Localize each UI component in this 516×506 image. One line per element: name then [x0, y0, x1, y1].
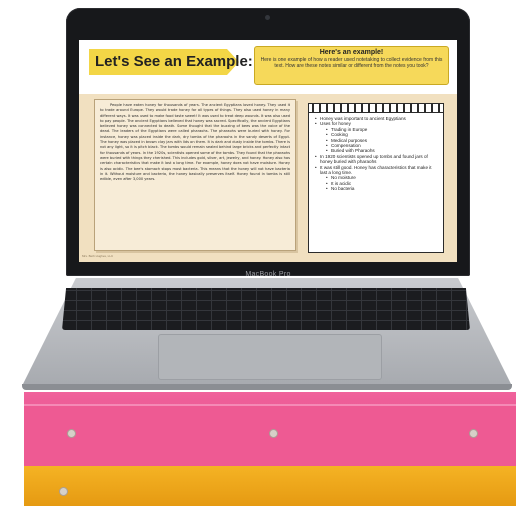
note-item: • Honey was important to ancient Egyptians	[315, 116, 438, 121]
laptop-screen	[79, 40, 457, 262]
note-item: • Compensation	[315, 143, 438, 148]
passage-text: People have eaten honey for thousands of years. The ancient Egyptians loved honey. They used it to trade around Europe. They would trade honey for all types of things. They also used honey in many different ways. It was used to make food taste sweet! It was used to treat deep wounds. It was also used to pay people. The ancient Egyptians believed that honey was sacred. Specifically, the ancient Egyptians believed honey was connected to death. Some thought that the buzzing of bees was the voice of the dead. The leaders of the Egyptians were called pharaohs. The pharaohs were buried with honey. For instance, honey was placed inside the dark, dry tombs of the pharaohs in the sandy deserts of Egypt. The honey was placed in brown clay jars with lids on them. It is dark and dusty inside the tombs. There is not any light, so it is pitch black. The tombs would remain sealed behind large bricks and perfectly intact for thousands of years. In the 1920s, scientists opened some of the tombs. They found that the pharaohs were buried with things they cherished. This includes gold, silver, art, jewelry, and honey. Honey also has certain characteristics that make it last a long time. For example, honey does not have moisture. Honey is also acidic. The bee's stomach stops most bacteria. This means that the honey will not have bacteria in it. Without moisture and bacteria, the honey basically preserves itself. Honey found in tombs is still edible, even after 3,000 years.	[100, 103, 290, 182]
note-item: • It was still good. Honey has characteristics that make it last a long time.	[315, 165, 438, 176]
trackpad	[158, 334, 382, 380]
reading-passage	[94, 99, 296, 251]
camera-icon	[265, 15, 270, 20]
yellow-binder	[24, 466, 516, 506]
binder-rivet	[68, 430, 75, 437]
brand-label: MacBook Pro	[245, 271, 291, 278]
notes-notebook	[308, 103, 444, 253]
explanation-text: Here is one example of how a reader used notetaking to collect evidence from this text. How are these notes similar or different from the notes you took?	[260, 57, 443, 69]
note-item: • Uses for honey	[315, 121, 438, 126]
explanation-heading: Here's an example!	[319, 49, 384, 56]
note-item: • No bacteria	[315, 186, 438, 191]
spiral-binding	[309, 104, 443, 113]
note-item: • Buried with Pharaohs	[315, 148, 438, 153]
slide-body	[79, 94, 457, 262]
note-item: • It is acidic	[315, 181, 438, 186]
laptop-base-edge	[22, 384, 512, 390]
binder-rivet	[470, 430, 477, 437]
note-item: • No moisture	[315, 175, 438, 180]
explanation-box	[254, 46, 449, 85]
note-item: • Trading in Europe	[315, 127, 438, 132]
laptop-lid	[66, 8, 470, 276]
note-item: • In 1920 scientists opened up tombs and found jars of honey buried with pharaohs	[315, 154, 438, 165]
binder-rivet	[270, 430, 277, 437]
slide-title: Let's See an Example:	[95, 53, 253, 70]
slide-header	[79, 40, 457, 94]
notes-list	[315, 116, 438, 192]
binder-rivet	[60, 488, 67, 495]
credit-text: Mrs. Beth Hughes, LLC	[82, 254, 114, 258]
note-item: • Medical purposes	[315, 138, 438, 143]
note-item: • Cooking	[315, 132, 438, 137]
keyboard	[62, 288, 470, 330]
